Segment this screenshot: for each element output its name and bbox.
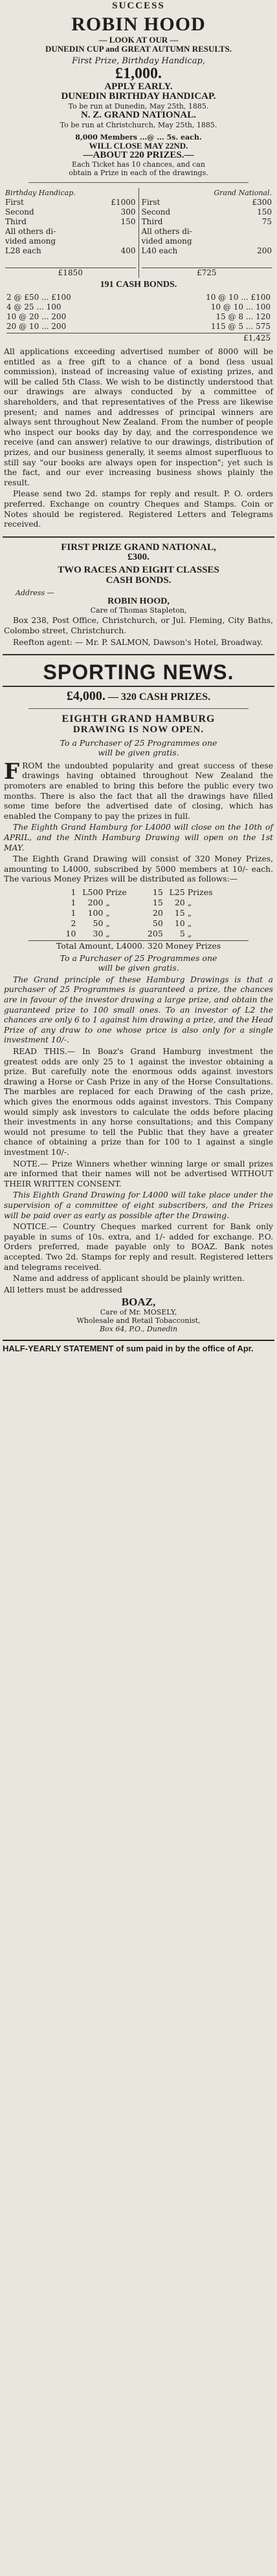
dist-row: 1 100 „: [71, 907, 110, 918]
drawing-open: DRAWING IS NOW OPEN.: [72, 724, 205, 735]
address-care: Care of Thomas Stapleton,: [90, 606, 187, 615]
members-line: 8,000 Members ...@ ... 5s. each.: [75, 132, 202, 142]
newspaper-column: [3, 0, 274, 1353]
purchaser-b2: will be given gratis.: [98, 962, 179, 973]
fp-line2: TWO RACES AND EIGHT CLASSES: [58, 565, 219, 576]
purchaser-line1: To a Purchaser of 25 Programmes one: [60, 737, 217, 748]
section-rule: [3, 654, 274, 655]
dist-row: 50 10 „: [152, 918, 192, 928]
boaz-name: BOAZ,: [121, 1296, 156, 1309]
prize-table: [3, 188, 274, 278]
bond-row: 2 @ £50 ... £100 10 @ 10 ... £100: [6, 293, 271, 302]
boaz-care: Care of Mr. MOSELY,: [100, 1308, 177, 1317]
right-row: L40 each 200: [141, 246, 272, 256]
right-row: First £300: [141, 198, 272, 207]
left-row: Second 300: [5, 207, 136, 217]
address-name: ROBIN HOOD,: [107, 596, 170, 606]
right-other: vided among: [141, 237, 192, 246]
bond-row: 20 @ 10 ... 200 115 @ 5 ... 575: [6, 322, 271, 332]
address-box: Box 238, Post Office, Christchurch, or Jul. Fleming, City Baths, Colombo street, Christchurch.: [4, 616, 273, 636]
fp-line3: CASH BONDS.: [105, 575, 172, 586]
boaz-box: Box 64, P.O., Dunedin: [99, 1325, 178, 1334]
name-address-para: Name and address of applicant should be plainly written.: [13, 1274, 245, 1283]
right-other: All others di-: [141, 227, 192, 237]
lookout-line: — LOOK AT OUR —: [98, 35, 179, 45]
right-row: Third 75: [141, 217, 272, 227]
fp-line1: FIRST PRIZE GRAND NATIONAL,: [61, 542, 216, 553]
dunedin-bh: DUNEDIN BIRTHDAY HANDICAP.: [61, 91, 216, 102]
right-title: Grand National.: [214, 189, 272, 198]
right-row: Second 150: [141, 207, 272, 217]
bonds-total: £1,425: [6, 333, 271, 343]
dist-left: [64, 887, 126, 939]
left-row: Third 150: [5, 217, 136, 227]
drop-cap: F: [4, 758, 20, 785]
bonds-table: [3, 293, 274, 343]
note-para: NOTE.— Prize Winners whether winning large or small prizes are informed that their names will not be advertised WITHOUT THEIR WRITTEN CONSENT.: [4, 1159, 273, 1188]
left-title: Birthday Handicap.: [5, 189, 76, 198]
dist-row: 1 L500 Prize: [71, 887, 127, 897]
dist-total: Total Amount, L4000. 320 Money Prizes: [28, 940, 249, 951]
dunedin-run: To be run at Dunedin, May 25th, 1885.: [68, 102, 209, 111]
first-prize-label: First Prize, Birthday Handicap,: [72, 56, 205, 66]
purchaser-b1: To a Purchaser of 25 Programmes one: [60, 953, 217, 963]
robin-hood-title: ROBIN HOOD: [71, 13, 206, 35]
dist-row: 205 5 „: [147, 928, 192, 938]
section-rule: [3, 686, 274, 687]
dist-row: 1 200 „: [71, 897, 110, 907]
dist-row: 2 50 „: [71, 918, 110, 928]
prize-table-right: [139, 188, 275, 278]
right-total: £725: [142, 268, 272, 278]
dist-row: 20 15 „: [152, 907, 192, 918]
popularity-para: FROM the undoubted popularity and great success of these drawings having obtained throughout New Zealand the promoters are enabled to bring this before the public every two months. There is also the fact that all the drawings have filled some time before the advertised date of closing, which has enabled the Company to pay the prizes in full.: [4, 758, 273, 821]
close-para: The Eighth Grand Hamburg for L4000 will close on the 10th of APRIL, and the Ninth Hamburg Drawing will open on the 1st MAY.: [4, 823, 273, 852]
left-row: First £1000: [5, 198, 136, 207]
principle-para: The Grand principle of these Hamburg Drawings is that a purchaser of 25 Programmes is guaranteed a prize, the chances are in favour of the investor drawing a large prize, and obtain the guaranteed prize to 100 small ones. To an investor of L2 the chances are only 6 to 1 against him drawing a prize, and the Head Prize of any draw to one whose price is also only for a single investment 10/-.: [4, 975, 273, 1045]
prize-table-left: [3, 188, 138, 278]
section-rule: [3, 536, 274, 538]
letters-para: All letters must be addressed: [4, 1285, 122, 1294]
sporting-news-heading: SPORTING NEWS.: [43, 660, 234, 684]
apply-early: APPLY EARLY.: [104, 81, 173, 92]
left-other: All others di-: [5, 227, 56, 237]
ticket-line2: obtain a Prize in each of the drawings.: [69, 169, 208, 178]
dist-row: 15 L25 Prizes: [152, 887, 213, 897]
bond-row: 4 @ 25 ... 100 10 @ 10 ... 100: [6, 302, 271, 312]
sporting-subhead: £4,000. — 320 CASH PRIZES.: [66, 689, 211, 704]
address-label: Address —: [16, 588, 54, 597]
fp-line1-amount: £300.: [127, 552, 150, 563]
nz-run: To be run at Christchurch, May 25th, 1885.: [60, 120, 217, 129]
divider: [28, 708, 249, 709]
eighth-grand: EIGHTH GRAND HAMBURG: [61, 713, 216, 725]
first-prize-amount: £1,000.: [115, 65, 162, 82]
cups-line: DUNEDIN CUP and GREAT AUTUMN RESULTS.: [45, 43, 232, 54]
left-other: vided among: [5, 237, 56, 246]
header-success: SUCCESS: [112, 1, 165, 11]
purchaser-line2: will be given gratis.: [98, 747, 179, 757]
left-total: £1850: [5, 268, 136, 278]
dist-right: [146, 887, 213, 939]
ticket-line1: Each Ticket has 10 chances, and can: [72, 160, 205, 169]
reefton-agent: Reefton agent: — Mr. P. SALMON, Dawson's Hotel, Broadway.: [13, 637, 263, 647]
divider: [28, 182, 249, 183]
applications-para: All applications exceeding advertised number of 8000 will be entitled as a free gift to a chance of a bond (less usual commission), instead of increasing value of existing prizes, and will be called 5th Class. We wish to be distinctly understood that our drawings are always conducted by a committee of shareholders, and that representatives of the Press are likewise present; and names and addresses of principal winners are always sent throughout New Zealand. From the number of people who inspect our books day by day, and the correspondence we receive (and can answer) relative to our drawings, distribution of prizes, and our business generally, it seems almost superfluous to still say "our books are always open for inspection"; yet such is the fact, and our ever increasing business shows plainly the result.: [4, 347, 273, 487]
dist-row: 15 20 „: [152, 897, 192, 907]
consist-para: The Eighth Grand Drawing will consist of 320 Money Prizes, amounting to L4000, subscribed by 5000 members at 10/- each. The various Money Prizes will be distributed as follows:—: [4, 854, 273, 884]
dist-row: 10 30 „: [65, 928, 110, 938]
read-this-para: READ THIS.— In Boaz's Grand Hamburg investment the greatest odds are only 25 to 1 against the investor obtaining a prize. But carefully note the enormous odds against investors drawing a Horse or Cash Prize in any of the Horse Consultations. The marbles are replaced for each Drawing of the cash prize, which gives the enormous odds against investors. This Company would simply ask investors to calculate the odds before placing their investments in any horse consultations; and this Company would not presume to tell the Public that they have a greater chance of obtaining a prize than for 100 to 1 against a single investment 10/-.: [4, 1047, 273, 1157]
boaz-trade: Wholesale and Retail Tobacconist,: [76, 1316, 201, 1325]
bond-row: 10 @ 20 ... 200 15 @ 8 ... 120: [6, 312, 271, 322]
supervision-para: This Eighth Grand Drawing for L4000 will take place under the supervision of a committee of eight subscribers, and the Prizes will be paid over as early as possible after the Drawing.: [4, 1190, 273, 1220]
distribution-table: [3, 887, 274, 939]
bonds-title: 191 CASH BONDS.: [100, 280, 177, 290]
notice-para: NOTICE.— Country Cheques marked current for Bank only payable in sums of 10s. extra, and 1/- added for exchange. P.O. Orders preferred, made payable only to BOAZ. Bank notes accepted. Two 2d. Stamps for reply and result. Registered letters and telegrams received.: [4, 1222, 273, 1272]
nz-grand-national: N. Z. GRAND NATIONAL.: [80, 110, 197, 121]
will-close: WILL CLOSE MAY 22ND.: [89, 140, 188, 151]
half-yearly-statement: HALF-YEARLY STATEMENT of sum paid in by the office of Apr.: [3, 1340, 274, 1353]
stamps-para: Please send two 2d. stamps for reply and result. P. O. orders preferred. Exchange on country Cheques and Stamps. Coin or Notes should be registered. Registered Letters and Telegrams received.: [4, 489, 273, 529]
left-row: L28 each 400: [5, 246, 136, 256]
about-prizes: —ABOUT 220 PRIZES.—: [83, 149, 194, 160]
